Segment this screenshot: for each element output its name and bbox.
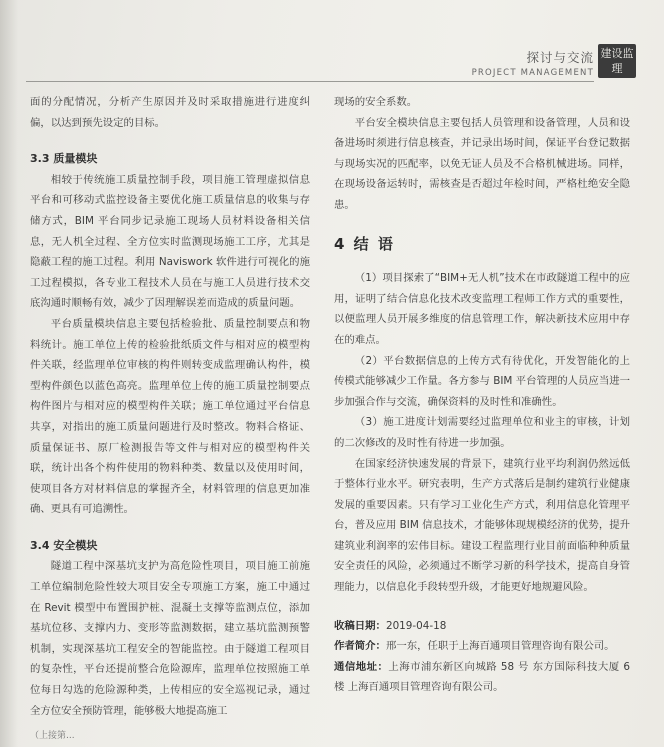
- paragraph-safety-2: 平台安全模块信息主要包括人员管理和设备管理，人员和设备进场时须进行信息核查，并记录出场时间，保证平台登记数据与现场实况的匹配率，以免无证人员及不合格机械进场。同样，在现场设备运转时，需核查是否超过年检时间，严格杜绝安全隐患。: [334, 116, 630, 211]
- section-heading-4: 4 结 语: [334, 234, 395, 253]
- author-info: [334, 636, 630, 657]
- author-info-label: 作者简介：: [334, 640, 386, 653]
- mailing-address: [334, 657, 630, 698]
- paragraph-safety-continued: 现场的安全系数。: [334, 96, 418, 108]
- conclusion-3: （3）施工进度计划需要经过监理单位和业主的审核，计划的二次修改的及时性有待进一步加强。: [334, 416, 630, 449]
- page-gutter-shadow: [0, 0, 18, 747]
- mailing-address-label: 通信地址：: [334, 660, 389, 673]
- paragraph-quality-1: 相较于传统施工质量控制手段，项目施工管理虚拟信息平台和可移动式监控设备主要优化施工质量信息的收集与存储方式，BIM 平台同步记录施工现场人员材料设备相关信息，无人机全过程、全方位实时监测现场施工工序，尤其是隐蔽工程的施工过程。利用 Naviswork 软件进行可视化的施工过程模拟，各专业工程技术人员在与施工人员进行技术交底沟通时顺畅有效，减少了因理解误差而造成的质量问题。: [30, 173, 310, 310]
- section-heading-3-3: 3.3 质量模块: [30, 152, 98, 166]
- paragraph-safety-1: 隧道工程中深基坑支护为高危险性项目，项目施工前施工单位编制危险性较大项目安全专项施工方案，施工中通过在 Revit 模型中布置围护桩、混凝土支撑等监测点位，添加基坑位移、支撑内力、变形等监测数据，建立基坑监测预警机制，实现深基坑工程安全的智能监控。由于隧道工程项目的复杂性，平台还提前整合危险源库，监理单位按照施工单位每日勾选的危险源种类，上传相应的安全巡视记录，通过全方位安全预防管理，能够极大地提高施工: [30, 560, 310, 717]
- received-date-label: 收稿日期：: [334, 619, 386, 632]
- paragraph-quality-2: 平台质量模块信息主要包括检验批、质量控制要点和物料统计。施工单位上传的检验批纸质文件与相对应的模型构件关联，经监理单位审核的构件则转变成监理确认构件，模型构件颜色以蓝色高亮。监理单位上传的施工质量控制要点构件图片与相对应的模型构件关联；施工单位通过平台信息共享，对指出的施工质量问题进行及时整改。物料合格证、质量保证书、原厂检测报告等文件与相对应的模型构件关联，统计出各个构件使用的物料种类、数量以及使用时间，使项目各方对材料信息的掌握齐全，材料管理的信息更加准确、更具有可追溯性。: [30, 317, 310, 516]
- header-section-title: 探讨与交流: [526, 50, 594, 65]
- section-heading-3-4: 3.4 安全模块: [30, 538, 98, 552]
- received-date: [334, 616, 630, 637]
- paragraph-intro: 面的分配情况，分析产生原因并及时采取措施进行进度纠偏，以达到预先设定的目标。: [30, 96, 310, 129]
- received-date-value: 2019-04-18: [385, 619, 447, 632]
- conclusion-1: （1）项目探索了“BIM+无人机”技术在市政隧道工程中的应用，证明了结合信息化技术改变监理工程师工作方式的重要性，以便监理人员开展多维度的信息管理工作，解决新技术应用中存在的难点。: [334, 272, 630, 346]
- right-column: [334, 92, 630, 698]
- mailing-address-value: 上海市浦东新区向城路 58 号 东方国际科技大厦 6 楼 上海百通项目管理咨询有限公司。: [334, 660, 631, 694]
- header-section-english: PROJECT MANAGEMENT: [471, 68, 594, 78]
- header-divider: [26, 81, 594, 82]
- page-header: [472, 48, 636, 78]
- conclusion-2: （2）平台数据信息的上传方式有待优化，开发智能化的上传模式能够减少工作量。各方参与 BIM 平台管理的人员应当进一步加强合作与交流，确保资料的及时性和准确性。: [334, 354, 630, 408]
- left-column: [30, 92, 310, 721]
- conclusion-4: 在国家经济快速发展的背景下，建筑行业平均利润仍然远低于整体行业水平。研究表明，生产方式落后是制约建筑行业健康发展的重要因素。只有学习工业化生产方式，利用信息化管理平台，普及应用 BIM 信息技术，才能够体现规模经济的优势，提升建筑业利润率的宏伟目标。建设工程监理行业目前面临种种质量安全责任的风险，必须通过不断学习新的科学技术，提高自身管理能力，以信息化手段转型升级，才能更好地规避风险。: [334, 457, 630, 594]
- journal-logo: 建设监理: [598, 44, 636, 78]
- page-footer: （上接第...: [30, 731, 75, 741]
- author-info-value: 邢一东，任职于上海百通项目管理咨询有限公司。: [385, 640, 615, 653]
